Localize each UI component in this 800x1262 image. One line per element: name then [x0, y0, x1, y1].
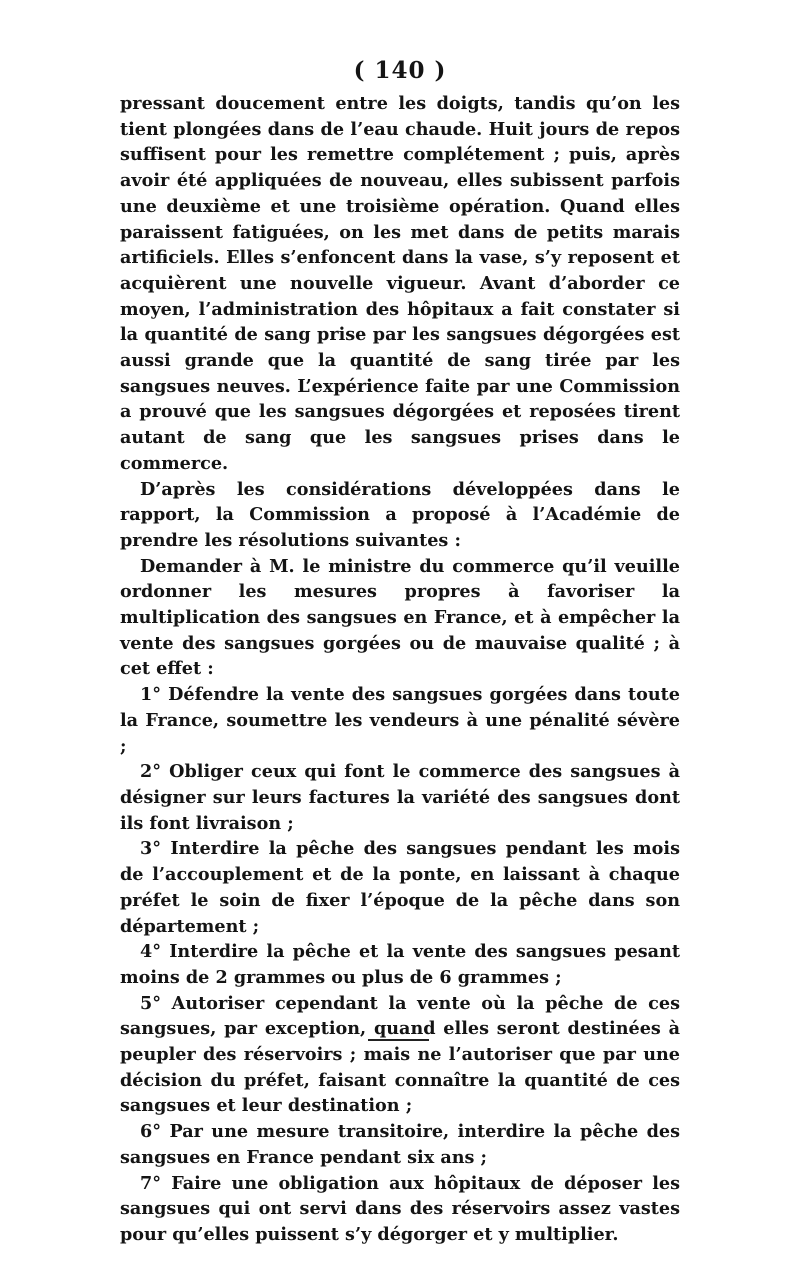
resolution-item-3: 3° Interdire la pêche des sangsues pendant les mois de l’accouplement et de la ponte, en laissant à chaque préfet le soin de fixer l’époque de la pêche dans son département ; — [120, 838, 680, 937]
resolution-item-6: 6° Par une mesure transitoire, interdire la pêche des sangsues en France pendant six ans ; — [120, 1121, 680, 1168]
body-text — [120, 91, 680, 1248]
resolution-item-2: 2° Obliger ceux qui font le commerce des sangsues à désigner sur leurs factures la variété des sangsues dont ils font livraison ; — [120, 761, 680, 834]
resolution-item-7: 7° Faire une obligation aux hôpitaux de déposer les sangsues qui ont servi dans des réservoirs assez vastes pour qu’elles puissent s’y dégorger et y multiplier. — [120, 1172, 680, 1245]
resolution-item-5: 5° Autoriser cependant la vente où la pêche de ces sangsues, par exception, quand elles seront destinées à peupler des réservoirs ; mais ne l’autoriser que par une décision du préfet, faisant connaître la quantité de ces sangsues et leur destination ; — [120, 992, 680, 1117]
resolution-item-4: 4° Interdire la pêche et la vente des sangsues pesant moins de 2 grammes ou plus de 6 grammes ; — [120, 941, 680, 988]
page-number: ( 140 ) — [353, 57, 447, 84]
paragraph-continuation: pressant doucement entre les doigts, tandis qu’on les tient plongées dans de l’eau chaude. Huit jours de repos suffisent pour les remettre complétement ; puis, après avoir été appliquées de nouveau, elles subissent parfois une deuxième et une troisième opération. Quand elles paraissent fatiguées, on les met dans de petits marais artificiels. Elles s’enfoncent dans la vase, s’y reposent et acquièrent une nouvelle vigueur. Avant d’aborder ce moyen, l’administration des hôpitaux a fait constater si la quantité de sang prise par les sangsues dégorgées est aussi grande que la quantité de sang tirée par les sangsues neuves. L’expérience faite par une Commission a prouvé que les sangsues dégorgées et reposées tirent autant de sang que les sangsues prises dans le commerce. — [120, 93, 680, 474]
resolution-item-1: 1° Défendre la vente des sangsues gorgées dans toute la France, soumettre les vendeurs à une pénalité sévère ; — [120, 684, 680, 757]
end-divider — [368, 1039, 429, 1041]
paragraph-proposal-intro: D’après les considérations développées dans le rapport, la Commission a proposé à l’Académie de prendre les résolutions suivantes : — [120, 478, 680, 551]
paragraph-request: Demander à M. le ministre du commerce qu’il veuille ordonner les mesures propres à favoriser la multiplication des sangsues en France, et à empêcher la vente des sangsues gorgées ou de mauvaise qualité ; à cet effet : — [120, 555, 680, 680]
